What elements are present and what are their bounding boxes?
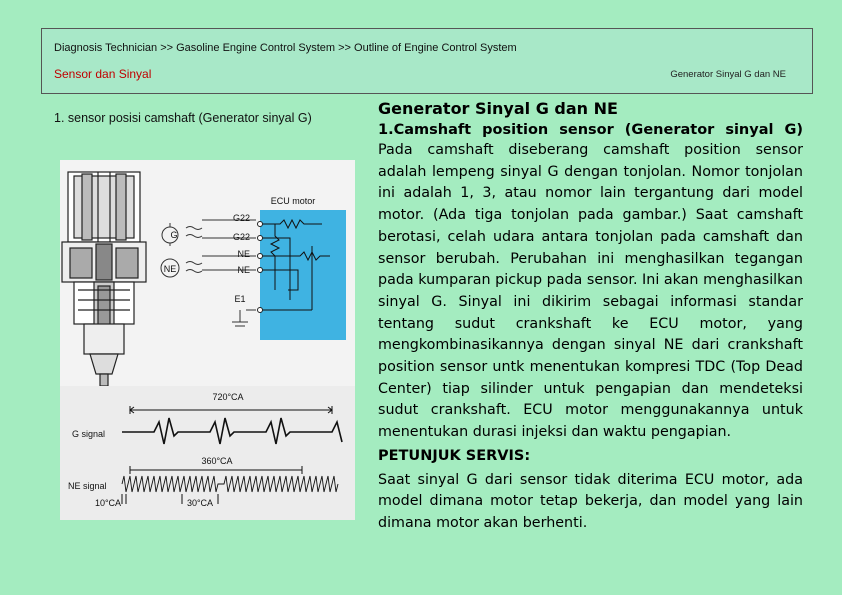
crank-10-label: 10°CA (94, 498, 122, 508)
terminal-g22-minus: G22 (232, 232, 250, 242)
service-heading: PETUNJUK SERVIS: (378, 447, 531, 464)
description-column (378, 98, 803, 534)
crank-30-label: 30°CA (186, 498, 214, 508)
breadcrumb[interactable]: Diagnosis Technician >> Gasoline Engine Control System >> Outline of Engine Control System (54, 42, 517, 54)
header-banner (41, 28, 813, 94)
terminal-ne-minus: NE (237, 265, 250, 275)
sensor-heading: 1. sensor posisi camshaft (Generator sinyal G) (54, 111, 312, 125)
terminal-ne-plus: NE (237, 249, 250, 259)
description-title: Generator Sinyal G dan NE (378, 99, 618, 118)
sensor-diagram-svg (60, 160, 355, 520)
sensor-diagram (60, 160, 355, 520)
ne-signal-label: NE signal (68, 481, 107, 491)
service-body: Saat sinyal G dari sensor tidak diterima ECU motor, ada model dimana motor tetap bekerja, dan model yang lain dimana motor akan berhenti. (378, 471, 803, 531)
g-circle-label: G (170, 230, 178, 240)
terminal-g22-plus: G22 (232, 213, 250, 223)
ecu-label: ECU motor (270, 196, 316, 206)
section-title: Sensor dan Sinyal (54, 67, 152, 81)
ecu-box (260, 210, 346, 340)
page-topic-label: Generator Sinyal G dan NE (670, 69, 786, 80)
ne-circle-label: NE (163, 264, 177, 274)
crank-720-label: 720°CA (212, 392, 244, 402)
crank-360-label: 360°CA (201, 456, 233, 466)
g-signal-label: G signal (72, 429, 106, 439)
terminal-e1: E1 (234, 294, 246, 304)
description-subtitle: 1.Camshaft position sensor (Generator sinyal G) (378, 122, 803, 138)
description-body: Pada camshaft diseberang camshaft position sensor adalah lempeng sinyal G dengan tonjolan. Nomor tonjolan ini adalah 1, 3, atau nomor lain tergantung dari model motor. (Ada tiga tonjolan pada gambar.) Saat camshaft berotasi, celah udara antara tonjolan pada camshaft dan sensor berubah. Perubahan ini menghasilkan tegangan pada kumparan pickup pada sensor. Ini akan menghasilkan sinyal G. Sinyal ini dikirim sebagai informasi standar tentang sudut crankshaft ke ECU motor, yang mengkombinasikannya dengan sinyal NE dari crankshaft position sensor untk menentukan kompresi TDC (Top Dead Center) tiap silinder untuk pengapian dan mendeteksi sudut crankshaft. ECU motor menggunakannya untuk menentukan durasi injeksi dan waktu pengapian. (378, 142, 803, 441)
sensor-cutaway-drawing (62, 172, 146, 386)
